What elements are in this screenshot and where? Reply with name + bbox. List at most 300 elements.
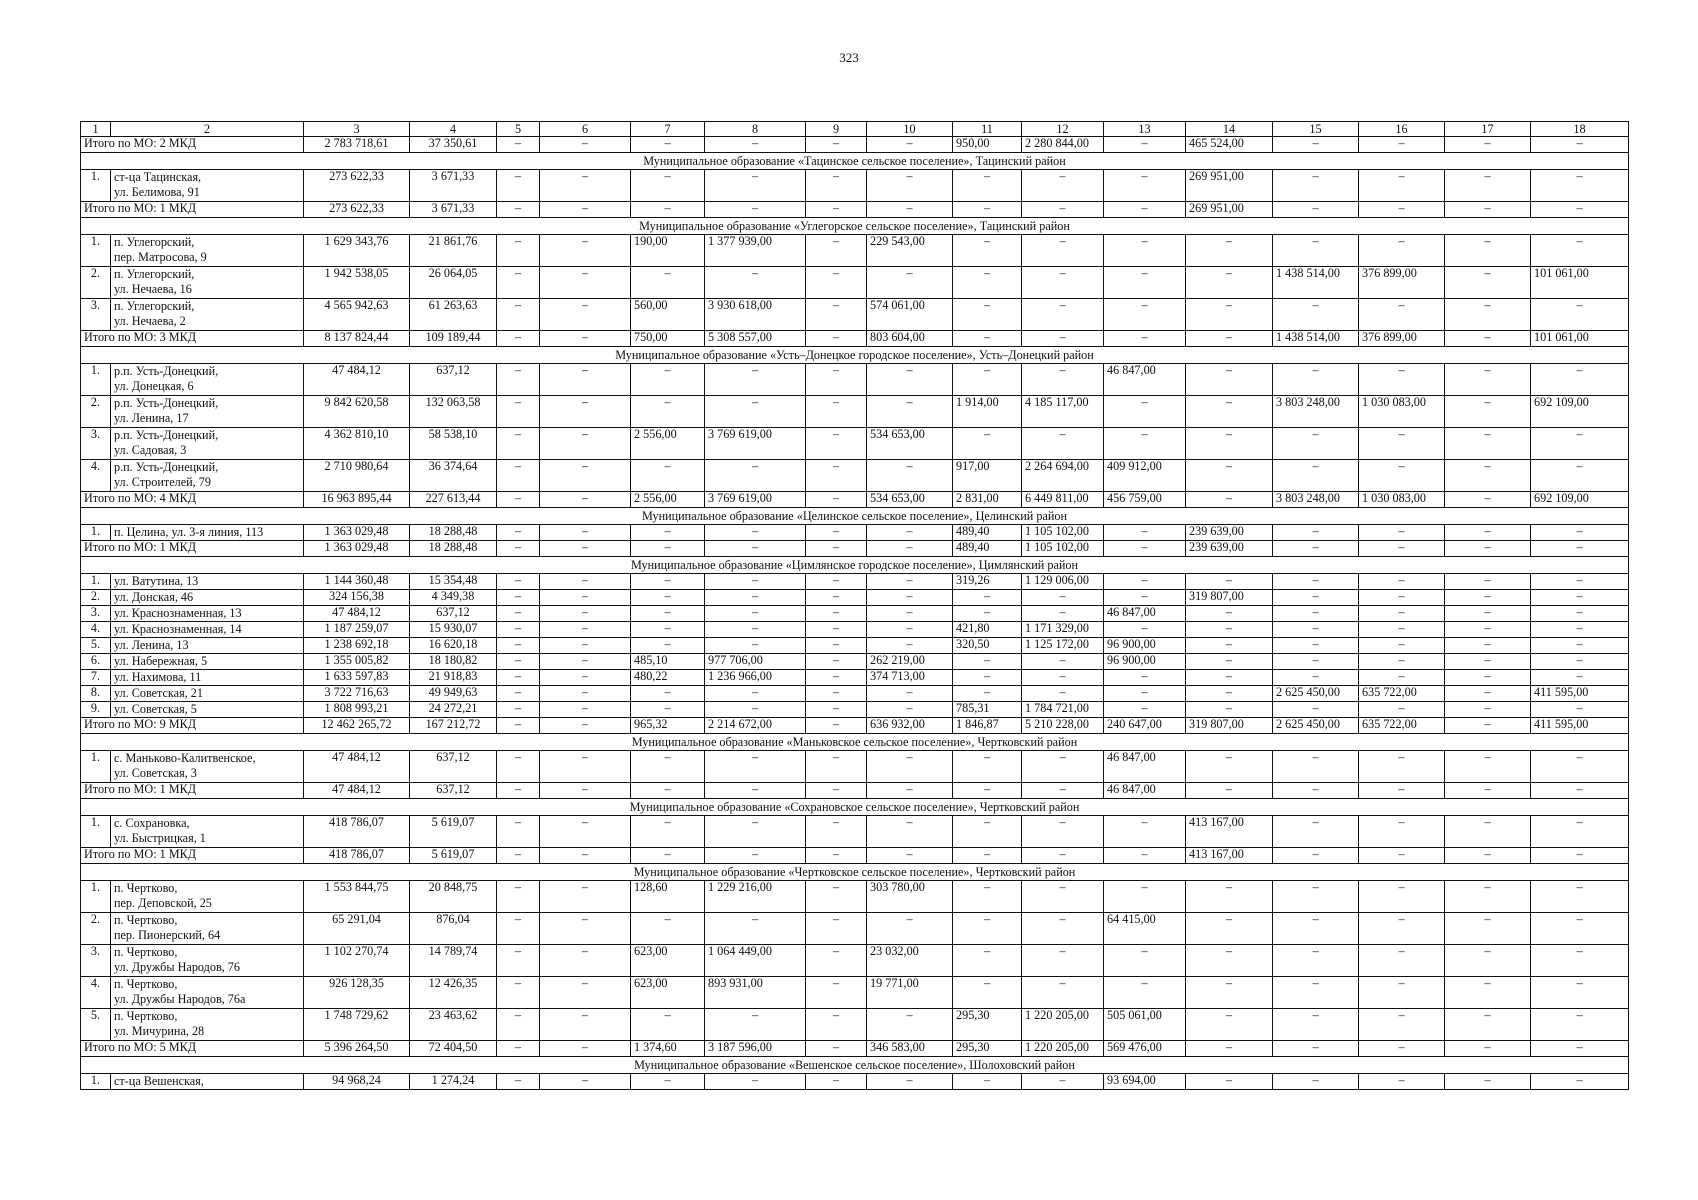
value-cell: – [953,606,1022,622]
value-cell: – [1186,428,1273,460]
value-cell: – [497,460,540,492]
value-cell: 4 362 810,10 [304,428,410,460]
value-cell: – [867,396,953,428]
value-cell: – [1022,977,1104,1009]
value-cell: 303 780,00 [867,881,953,913]
value-cell: – [1531,137,1629,153]
total-row [81,331,1629,347]
value-cell: – [497,590,540,606]
value-cell: 1 236 966,00 [705,670,806,686]
value-cell: – [1273,428,1359,460]
value-cell: – [1359,590,1445,606]
value-cell: 1 064 449,00 [705,945,806,977]
value-cell: 3 722 716,63 [304,686,410,702]
value-cell: – [1359,783,1445,799]
value-cell: – [540,686,631,702]
value-cell: – [631,267,705,299]
value-cell: 1 274,24 [410,1074,497,1090]
value-cell: 3 930 618,00 [705,299,806,331]
value-cell: – [1186,331,1273,347]
total-label: Итого по МО: 1 МКД [81,541,304,557]
value-cell: – [1531,638,1629,654]
table-row [81,881,1629,913]
value-cell: – [540,428,631,460]
value-cell: – [953,783,1022,799]
value-cell: – [1531,170,1629,202]
value-cell: – [497,848,540,864]
value-cell: – [806,574,867,590]
value-cell: 560,00 [631,299,705,331]
total-row [81,492,1629,508]
value-cell: – [1104,396,1186,428]
table-row [81,428,1629,460]
row-number: 1. [81,1074,111,1090]
value-cell: 926 128,35 [304,977,410,1009]
column-header: 6 [540,122,631,137]
value-cell: 692 109,00 [1531,492,1629,508]
row-number: 2. [81,590,111,606]
value-cell: – [631,638,705,654]
value-cell: 489,40 [953,541,1022,557]
value-cell: – [867,1009,953,1041]
value-cell: – [540,460,631,492]
value-cell: – [867,606,953,622]
value-cell: – [806,1074,867,1090]
address-cell: ул. Ленина, 13 [111,638,304,654]
value-cell: 295,30 [953,1009,1022,1041]
total-label: Итого по МО: 1 МКД [81,202,304,218]
value-cell: – [631,783,705,799]
value-cell: – [1104,137,1186,153]
value-cell: – [1022,364,1104,396]
value-cell: 101 061,00 [1531,267,1629,299]
value-cell: – [631,622,705,638]
value-cell: – [1531,751,1629,783]
value-cell: 72 404,50 [410,1041,497,1057]
value-cell: – [540,235,631,267]
section-title: Муниципальное образование «Вешенское сельское поселение», Шолоховский район [81,1057,1629,1074]
value-cell: – [1273,364,1359,396]
value-cell: – [1022,654,1104,670]
value-cell: 15 354,48 [410,574,497,590]
value-cell: – [1359,299,1445,331]
value-cell: 3 671,33 [410,170,497,202]
value-cell: – [705,686,806,702]
value-cell: – [867,702,953,718]
value-cell: 94 968,24 [304,1074,410,1090]
row-number: 2. [81,396,111,428]
value-cell: – [1022,299,1104,331]
value-cell: 2 556,00 [631,492,705,508]
value-cell: – [1445,783,1531,799]
table-row [81,606,1629,622]
value-cell: 239 639,00 [1186,541,1273,557]
value-cell: – [1445,299,1531,331]
column-header: 7 [631,122,705,137]
value-cell: – [953,331,1022,347]
value-cell: – [631,170,705,202]
value-cell: 21 918,83 [410,670,497,686]
value-cell: – [1186,299,1273,331]
value-cell: – [1445,574,1531,590]
value-cell: – [867,783,953,799]
address-cell: ул. Нахимова, 11 [111,670,304,686]
value-cell: – [1186,396,1273,428]
value-cell: – [867,202,953,218]
value-cell: 37 350,61 [410,137,497,153]
table-row [81,638,1629,654]
value-cell: – [1104,525,1186,541]
value-cell: – [540,751,631,783]
value-cell: – [1186,1041,1273,1057]
section-title: Муниципальное образование «Чертковское сельское поселение», Чертковский район [81,864,1629,881]
value-cell: – [806,654,867,670]
row-number: 1. [81,364,111,396]
row-number: 1. [81,525,111,541]
table-row [81,267,1629,299]
value-cell: – [497,913,540,945]
value-cell: – [1273,977,1359,1009]
value-cell: 320,50 [953,638,1022,654]
value-cell: 190,00 [631,235,705,267]
value-cell: 1 355 005,82 [304,654,410,670]
row-number: 9. [81,702,111,718]
value-cell: – [1022,428,1104,460]
value-cell: 803 604,00 [867,331,953,347]
value-cell: – [806,590,867,606]
value-cell: – [867,460,953,492]
value-cell: 319,26 [953,574,1022,590]
value-cell: – [1273,606,1359,622]
table-row [81,460,1629,492]
value-cell: 20 848,75 [410,881,497,913]
value-cell: – [540,170,631,202]
table-row [81,299,1629,331]
value-cell: – [1359,170,1445,202]
value-cell: – [497,396,540,428]
address-cell: р.п. Усть-Донецкий, ул. Садовая, 3 [111,428,304,460]
table-row [81,945,1629,977]
value-cell: – [953,945,1022,977]
value-cell: 6 449 811,00 [1022,492,1104,508]
value-cell: 5 308 557,00 [705,331,806,347]
value-cell: – [953,686,1022,702]
value-cell: – [1359,913,1445,945]
value-cell: – [497,783,540,799]
value-cell: – [806,881,867,913]
value-cell: – [867,590,953,606]
value-cell: – [631,364,705,396]
value-cell: – [1186,783,1273,799]
value-cell: – [1273,1009,1359,1041]
value-cell: – [1359,816,1445,848]
value-cell: – [497,718,540,734]
value-cell: – [1531,525,1629,541]
table-row [81,654,1629,670]
value-cell: – [1445,492,1531,508]
value-cell: – [1359,525,1445,541]
value-cell: – [540,590,631,606]
value-cell: – [540,638,631,654]
row-number: 1. [81,751,111,783]
column-header: 10 [867,122,953,137]
column-header: 9 [806,122,867,137]
value-cell: – [1445,945,1531,977]
value-cell: – [497,1009,540,1041]
address-cell: ст-ца Тацинская, ул. Белимова, 91 [111,170,304,202]
value-cell: – [631,1074,705,1090]
value-cell: 1 129 006,00 [1022,574,1104,590]
value-cell: 3 803 248,00 [1273,396,1359,428]
value-cell: – [705,590,806,606]
value-cell: – [953,848,1022,864]
value-cell: 2 831,00 [953,492,1022,508]
total-row [81,1041,1629,1057]
value-cell: – [631,1009,705,1041]
value-cell: – [1531,1041,1629,1057]
value-cell: – [1445,686,1531,702]
value-cell: 2 710 980,64 [304,460,410,492]
column-header: 1 [81,122,111,137]
value-cell: 47 484,12 [304,751,410,783]
column-header: 2 [111,122,304,137]
value-cell: – [631,541,705,557]
value-cell: 47 484,12 [304,364,410,396]
section-row [81,734,1629,751]
value-cell: 132 063,58 [410,396,497,428]
value-cell: – [540,670,631,686]
value-cell: – [1359,1074,1445,1090]
value-cell: 569 476,00 [1104,1041,1186,1057]
value-cell: 374 713,00 [867,670,953,686]
section-row [81,557,1629,574]
row-number: 1. [81,235,111,267]
value-cell: 18 180,82 [410,654,497,670]
value-cell: – [705,638,806,654]
value-cell: 1 102 270,74 [304,945,410,977]
column-header: 17 [1445,122,1531,137]
value-cell: 109 189,44 [410,331,497,347]
table-row [81,525,1629,541]
value-cell: – [540,1041,631,1057]
value-cell: – [1186,670,1273,686]
value-cell: 2 264 694,00 [1022,460,1104,492]
value-cell: – [1104,622,1186,638]
value-cell: – [1186,913,1273,945]
value-cell: 47 484,12 [304,606,410,622]
value-cell: 96 900,00 [1104,654,1186,670]
value-cell: – [1445,331,1531,347]
value-cell: – [1531,235,1629,267]
value-cell: – [806,525,867,541]
value-cell: – [540,881,631,913]
value-cell: – [1445,1041,1531,1057]
address-cell: ул. Набережная, 5 [111,654,304,670]
row-number: 1. [81,574,111,590]
value-cell: – [1186,364,1273,396]
address-cell: р.п. Усть-Донецкий, ул. Ленина, 17 [111,396,304,428]
section-row [81,153,1629,170]
value-cell: 637,12 [410,783,497,799]
value-cell: – [806,331,867,347]
value-cell: 26 064,05 [410,267,497,299]
value-cell: – [705,1074,806,1090]
value-cell: 505 061,00 [1104,1009,1186,1041]
value-cell: – [497,170,540,202]
address-cell: ул. Краснознаменная, 13 [111,606,304,622]
value-cell: – [867,574,953,590]
value-cell: 893 931,00 [705,977,806,1009]
value-cell: – [1273,541,1359,557]
value-cell: 227 613,44 [410,492,497,508]
value-cell: – [953,428,1022,460]
value-cell: – [1531,541,1629,557]
value-cell: – [1445,638,1531,654]
value-cell: – [540,396,631,428]
value-cell: – [705,267,806,299]
value-cell: – [1186,574,1273,590]
value-cell: – [705,525,806,541]
value-cell: – [1445,718,1531,734]
value-cell: – [1531,977,1629,1009]
value-cell: 489,40 [953,525,1022,541]
value-cell: – [1445,137,1531,153]
value-cell: – [1273,1074,1359,1090]
value-cell: – [1445,267,1531,299]
value-cell: – [1186,751,1273,783]
value-cell: 295,30 [953,1041,1022,1057]
value-cell: – [631,848,705,864]
value-cell: – [631,816,705,848]
row-number: 1. [81,170,111,202]
value-cell: 1 748 729,62 [304,1009,410,1041]
value-cell: – [1531,654,1629,670]
value-cell: – [705,364,806,396]
total-label: Итого по МО: 5 МКД [81,1041,304,1057]
value-cell: 21 861,76 [410,235,497,267]
value-cell: – [1359,202,1445,218]
value-cell: – [1104,235,1186,267]
value-cell: – [1359,702,1445,718]
value-cell: – [540,848,631,864]
value-cell: – [1531,590,1629,606]
value-cell: – [867,541,953,557]
value-cell: – [1104,670,1186,686]
value-cell: – [1022,686,1104,702]
value-cell: – [1022,267,1104,299]
address-cell: п. Чертково, ул. Мичурина, 28 [111,1009,304,1041]
value-cell: 1 363 029,48 [304,541,410,557]
address-cell: п. Чертково, пер. Пионерский, 64 [111,913,304,945]
value-cell: – [953,202,1022,218]
value-cell: – [631,751,705,783]
value-cell: – [540,816,631,848]
value-cell: – [1104,541,1186,557]
value-cell: – [953,590,1022,606]
value-cell: 12 426,35 [410,977,497,1009]
section-row [81,799,1629,816]
value-cell: – [1104,170,1186,202]
value-cell: – [806,428,867,460]
value-cell: – [1531,574,1629,590]
value-cell: 1 144 360,48 [304,574,410,590]
value-cell: – [1186,267,1273,299]
value-cell: 269 951,00 [1186,202,1273,218]
value-cell: – [1531,1009,1629,1041]
value-cell: 785,31 [953,702,1022,718]
value-cell: – [540,331,631,347]
value-cell: – [867,686,953,702]
value-cell: – [1273,235,1359,267]
value-cell: 950,00 [953,137,1022,153]
value-cell: – [867,364,953,396]
value-cell: – [806,396,867,428]
value-cell: – [1104,267,1186,299]
row-number: 7. [81,670,111,686]
section-title: Муниципальное образование «Маньковское сельское поселение», Чертковский район [81,734,1629,751]
value-cell: – [1359,977,1445,1009]
value-cell: – [1445,606,1531,622]
address-cell: п. Чертково, ул. Дружбы Народов, 76 [111,945,304,977]
value-cell: – [1531,460,1629,492]
address-cell: р.п. Усть-Донецкий, ул. Строителей, 79 [111,460,304,492]
value-cell: – [1104,331,1186,347]
value-cell: 324 156,38 [304,590,410,606]
value-cell: – [540,977,631,1009]
value-cell: – [1104,848,1186,864]
section-title: Муниципальное образование «Тацинское сельское поселение», Тацинский район [81,153,1629,170]
value-cell: – [953,364,1022,396]
value-cell: 64 415,00 [1104,913,1186,945]
value-cell: – [1359,428,1445,460]
section-row [81,508,1629,525]
value-cell: – [497,670,540,686]
value-cell: 421,80 [953,622,1022,638]
value-cell: – [631,590,705,606]
value-cell: – [1359,574,1445,590]
value-cell: – [631,913,705,945]
value-cell: 1 629 343,76 [304,235,410,267]
value-cell: – [953,235,1022,267]
value-cell: 239 639,00 [1186,525,1273,541]
value-cell: – [1445,590,1531,606]
value-cell: 5 210 228,00 [1022,718,1104,734]
value-cell: 413 167,00 [1186,816,1273,848]
value-cell: – [1186,1009,1273,1041]
address-cell: ул. Краснознаменная, 14 [111,622,304,638]
value-cell: – [1445,541,1531,557]
value-cell: 9 842 620,58 [304,396,410,428]
row-number: 3. [81,299,111,331]
value-cell: – [705,848,806,864]
value-cell: – [540,541,631,557]
value-cell: – [806,492,867,508]
value-cell: 574 061,00 [867,299,953,331]
value-cell: – [953,913,1022,945]
value-cell: – [1022,1074,1104,1090]
value-cell: 876,04 [410,913,497,945]
value-cell: – [705,170,806,202]
value-cell: 376 899,00 [1359,267,1445,299]
section-title: Муниципальное образование «Сохрановское сельское поселение», Чертковский район [81,799,1629,816]
value-cell: – [1531,816,1629,848]
value-cell: 485,10 [631,654,705,670]
row-number: 2. [81,913,111,945]
row-number: 2. [81,267,111,299]
value-cell: 1 438 514,00 [1273,267,1359,299]
value-cell: – [1186,702,1273,718]
value-cell: 273 622,33 [304,202,410,218]
